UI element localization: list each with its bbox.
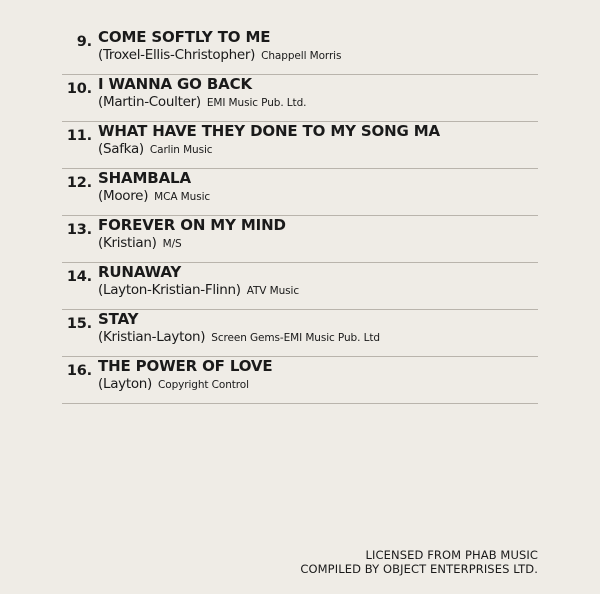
track-row [62, 216, 538, 263]
track-composer: (Layton) [98, 376, 153, 392]
track-credit [98, 329, 538, 346]
track-credit [98, 235, 538, 252]
track-row [62, 28, 538, 75]
track-number: 14. [66, 269, 92, 285]
track-body [98, 310, 538, 346]
track-body [98, 75, 538, 111]
licensing-footer [300, 548, 538, 576]
track-composer: (Moore) [98, 188, 149, 204]
track-title: FOREVER ON MY MIND [98, 216, 286, 234]
track-publisher: MCA Music [154, 191, 211, 203]
track-number: 16. [66, 363, 92, 379]
track-publisher: EMI Music Pub. Ltd. [206, 97, 307, 109]
track-title: SHAMBALA [98, 169, 191, 187]
track-publisher: ATV Music [246, 285, 299, 297]
track-number: 10. [66, 81, 92, 97]
track-title: THE POWER OF LOVE [98, 357, 273, 375]
track-body [98, 263, 538, 299]
track-list [62, 28, 538, 404]
track-publisher: Copyright Control [158, 379, 249, 391]
track-row [62, 122, 538, 169]
track-body [98, 169, 538, 205]
track-title: STAY [98, 310, 139, 328]
track-number: 13. [66, 222, 92, 238]
track-row [62, 169, 538, 216]
track-publisher: Screen Gems-EMI Music Pub. Ltd [211, 332, 380, 344]
track-title: WHAT HAVE THEY DONE TO MY SONG MA [98, 122, 441, 140]
track-row [62, 310, 538, 357]
track-title: RUNAWAY [98, 263, 182, 281]
track-publisher: M/S [162, 238, 182, 250]
track-publisher: Chappell Morris [261, 50, 342, 62]
track-publisher: Carlin Music [149, 144, 213, 156]
track-credit [98, 141, 538, 158]
track-row [62, 75, 538, 122]
track-composer: (Kristian) [98, 235, 157, 251]
footer-line-licensed-from: LICENSED FROM PHAB MUSIC [365, 548, 538, 562]
track-body [98, 357, 538, 393]
track-composer: (Layton-Kristian-Flinn) [98, 282, 241, 298]
track-number: 12. [66, 175, 92, 191]
track-number: 15. [66, 316, 92, 332]
track-composer: (Kristian-Layton) [98, 329, 206, 345]
track-credit [98, 47, 538, 64]
track-row [62, 263, 538, 310]
track-credit [98, 282, 538, 299]
track-body [98, 28, 538, 64]
track-body [98, 122, 538, 158]
track-number: 11. [66, 128, 92, 144]
track-composer: (Safka) [98, 141, 144, 157]
track-composer: (Troxel-Ellis-Christopher) [98, 47, 256, 63]
track-body [98, 216, 538, 252]
track-composer: (Martin-Coulter) [98, 94, 201, 110]
track-row [62, 357, 538, 404]
track-credit [98, 376, 538, 393]
track-title: COME SOFTLY TO ME [98, 28, 271, 46]
track-number: 9. [76, 34, 92, 50]
track-credit [98, 188, 538, 205]
footer-line-compiled-by: COMPILED BY OBJECT ENTERPRISES LTD. [300, 562, 538, 576]
track-title: I WANNA GO BACK [98, 75, 252, 93]
track-credit [98, 94, 538, 111]
